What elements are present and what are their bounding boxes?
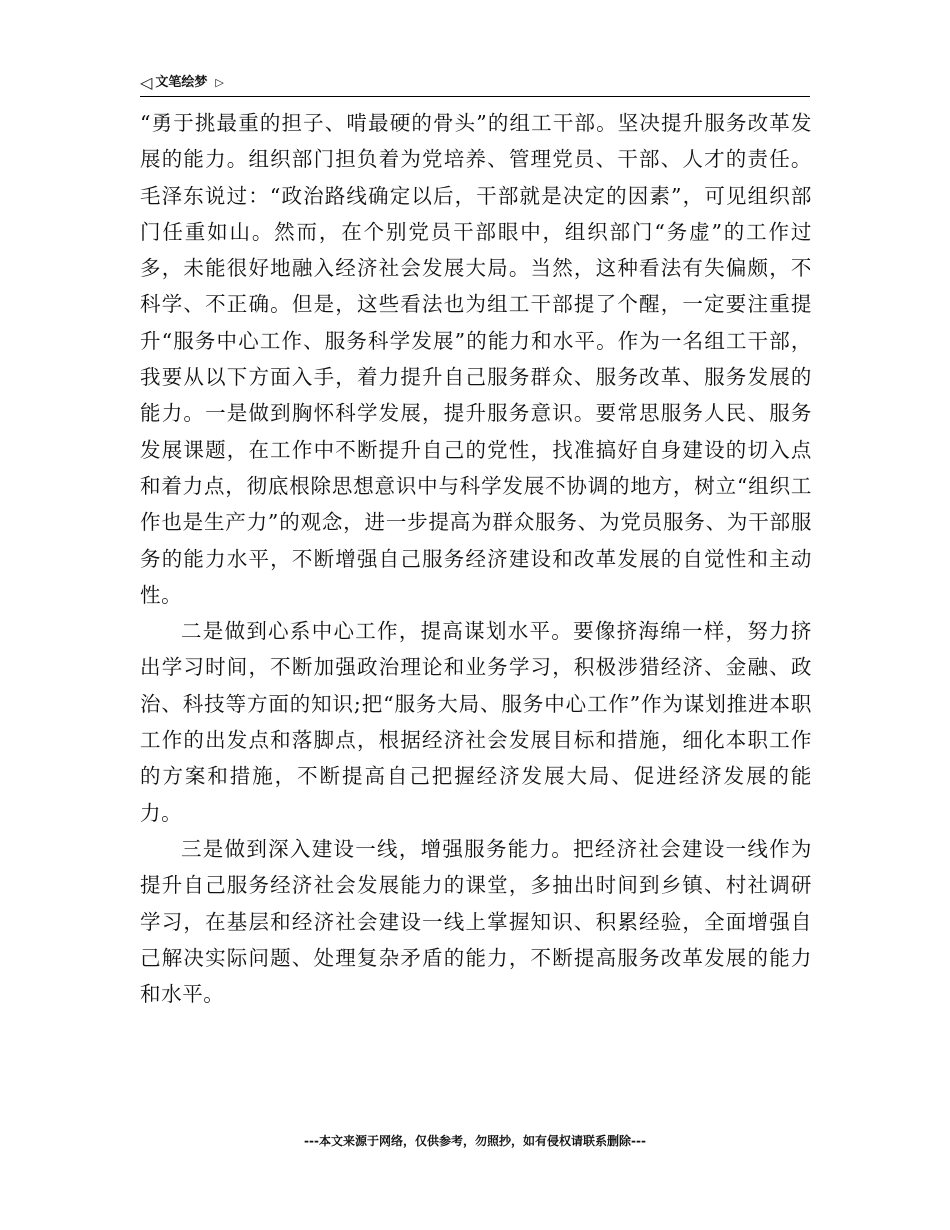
page-header <box>140 70 810 97</box>
paragraph-1: “勇于挑最重的担子、啃最硬的骨头”的组工干部。坚决提升服务改革发展的能力。组织部门担负着为党培养、管理党员、干部、人才的责任。毛泽东说过：“政治路线确定以后，干部就是决定的因素”，可见组织部门任重如山。然而，在个别党员干部眼中，组织部门“务虚”的工作过多，未能很好地融入经济社会发展大局。当然，这种看法有失偏颇，不科学、不正确。但是，这些看法也为组工干部提了个醒，一定要注重提升“服务中心工作、服务科学发展”的能力和水平。作为一名组工干部，我要从以下方面入手，着力提升自己服务群众、服务改革、服务发展的能力。一是做到胸怀科学发展，提升服务意识。要常思服务人民、服务发展课题，在工作中不断提升自己的党性，找准搞好自身建设的切入点和着力点，彻底根除思想意识中与科学发展不协调的地方，树立“组织工作也是生产力”的观念，进一步提高为群众服务、为党员服务、为干部服务的能力水平，不断增强自己服务经济建设和改革发展的自觉性和主动性。 <box>140 111 812 607</box>
paragraph-2: 二是做到心系中心工作，提高谋划水平。要像挤海绵一样，努力挤出学习时间，不断加强政治理论和业务学习，积极涉猎经济、金融、政治、科技等方面的知识;把“服务大局、服务中心工作”作为谋划推进本职工作的出发点和落脚点，根据经济社会发展目标和措施，细化本职工作的方案和措施，不断提高自己把握经济发展大局、促进经济发展的能力。 <box>140 619 812 825</box>
header-title: 文笔绘梦 <box>155 75 208 90</box>
triangle-left-icon: ◁ <box>140 73 153 92</box>
document-body <box>140 105 812 1012</box>
paragraph-3: 三是做到深入建设一线，增强服务能力。把经济社会建设一线作为提升自己服务经济社会发展能力的课堂，多抽出时间到乡镇、村社调研学习，在基层和经济社会建设一线上掌握知识、积累经验，全面增强自己解决实际问题、处理复杂矛盾的能力，不断提高服务改革发展的能力和水平。 <box>140 836 812 1007</box>
triangle-right-icon: ▷ <box>215 76 224 89</box>
footer-disclaimer: ---本文来源于网络，仅供参考，勿照抄，如有侵权请联系删除--- <box>304 1134 646 1148</box>
